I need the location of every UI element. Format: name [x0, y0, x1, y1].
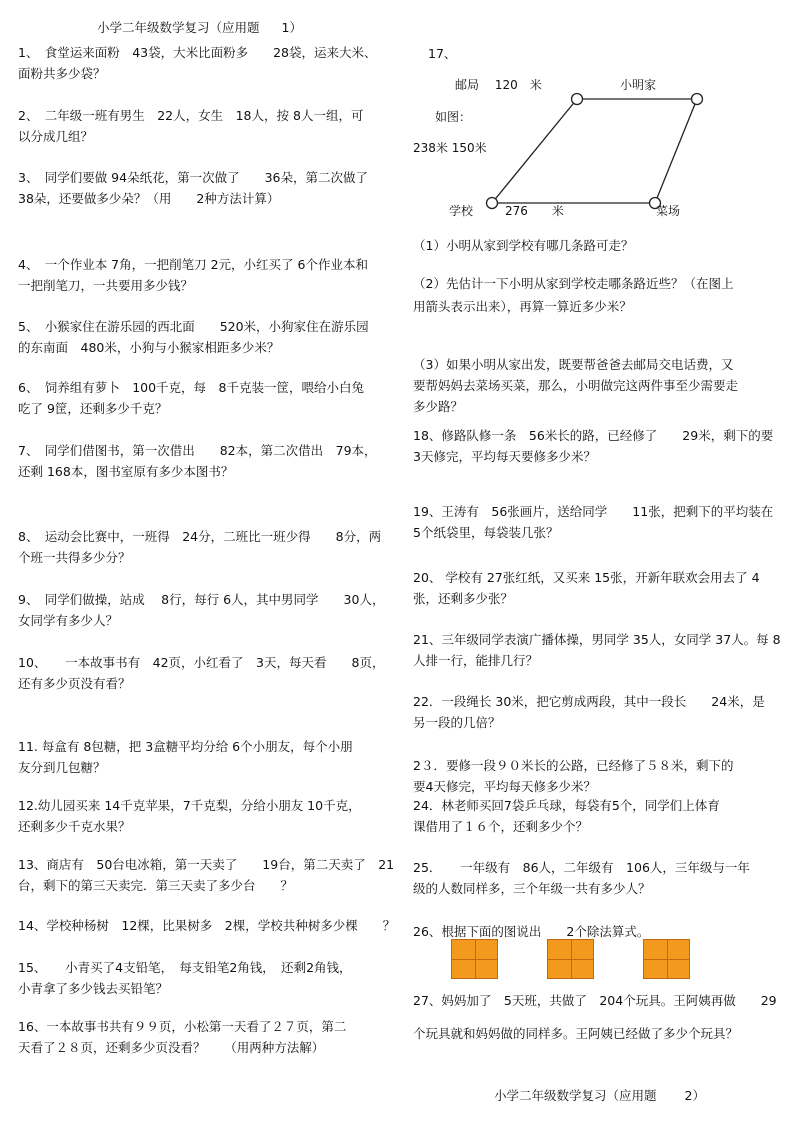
question-line: 3、 同学们要做 94朵纸花，第一次做了 36朵，第二次做了 [18, 170, 368, 185]
question-line: 还有多少页没有看？ [18, 676, 131, 691]
question-line: 多少路？ [413, 399, 464, 414]
question-line: 9、 同学们做操，站成 8行，每行 6人，其中男同学 30人， [18, 592, 385, 607]
question-line: 的东南面 480米，小狗与小猴家相距多少米？ [18, 340, 280, 355]
question-line: 2、 二年级一班有男生 22人，女生 18人，按 8人一组，可 [18, 108, 364, 123]
page-title-text: 小学二年级数学复习（应用题 [97, 20, 260, 35]
question-line: 26、根据下面的图说出 2个除法算式。 [413, 924, 650, 939]
q17-number: 17、 [428, 46, 457, 61]
question-line: （3）如果小明从家出发，既要帮爸爸去邮局交电话费，又 [413, 357, 734, 372]
route-post-office-school [492, 99, 577, 203]
question-line: 16、一本故事书共有９９页，小松第一天看了２７页，第二 [18, 1019, 347, 1034]
as-shown-label: 如图： [435, 110, 472, 124]
question-line: 女同学有多少人？ [18, 613, 119, 628]
post-office-node [572, 94, 583, 105]
question-line: 24．林老师买回7袋乒乓球，每袋有5个，同学们上体育 [413, 798, 720, 813]
home-label: 小明家 [620, 78, 657, 92]
question-line: 另一段的几倍？ [413, 715, 501, 730]
question-line: （2）先估计一下小明从家到学校走哪条路近些？（在图上 [413, 276, 734, 291]
school-node [487, 198, 498, 209]
question-line: 6、 饲养组有萝卜 100千克，每 8千克装一筐，喂给小白兔 [18, 380, 365, 395]
question-line: 25． 一年级有 86人，二年级有 106人，三年级与一年 [413, 860, 750, 875]
candy-box-3 [643, 939, 690, 979]
question-line: 1、 食堂运来面粉 43袋，大米比面粉多 28袋，运来大米、 [18, 45, 377, 60]
question-line: 18、修路队修一条 56米长的路，已经修了 29米，剩下的要 [413, 428, 774, 443]
question-line: 友分到几包糖？ [18, 760, 106, 775]
route-home-market [655, 99, 697, 203]
question-line: 13、商店有 50台电冰箱，第一天卖了 19台，第二天卖了 21 [18, 857, 395, 872]
question-line: 个班一共得多少分？ [18, 550, 131, 565]
left-sides-label: 238米 150米 [413, 141, 487, 155]
question-line: 面粉共多少袋？ [18, 66, 106, 81]
question-line: 台，剩下的第三天卖完．第三天卖了多少台 ？ [18, 878, 294, 893]
question-line: 5、 小猴家住在游乐园的西北面 520米，小狗家住在游乐园 [18, 319, 369, 334]
home-node [692, 94, 703, 105]
question-line: 天看了２８页，还剩多少页没看？ （用两种方法解） [18, 1040, 325, 1055]
page-title-part: 1） [281, 20, 302, 35]
footer-title-text: 小学二年级数学复习（应用题 [494, 1088, 657, 1103]
post-office-label: 邮局 120 米 [455, 78, 542, 92]
question-line: 21、三年级同学表演广播体操，男同学 35人，女同学 37人。每 8 [413, 632, 781, 647]
question-line: 10、 一本故事书有 42页，小红看了 3天，每天看 8页， [18, 655, 385, 670]
question-line: 11. 每盒有 8包糖，把 3盒糖平均分给 6个小朋友，每个小朋 [18, 739, 353, 754]
question-line: 22．一段绳长 30米，把它剪成两段，其中一段长 24米，是 [413, 694, 765, 709]
question-line: 张，还剩多少张？ [413, 591, 514, 606]
question-line: 要4天修完，平均每天修多少米？ [413, 779, 596, 794]
question-line: 27、妈妈加了 5天班，共做了 204个玩具。王阿姨再做 29 [413, 993, 777, 1008]
question-line: 小青拿了多少钱去买铅笔？ [18, 981, 169, 996]
question-line: 人排一行，能排几行？ [413, 653, 539, 668]
question-line: 38朵，还要做多少朵？（用 2种方法计算） [18, 191, 280, 206]
question-line: 4、 一个作业本 7角，一把削笔刀 2元，小红买了 6个作业本和 [18, 257, 368, 272]
bottom-distance-label: 276 米 [505, 204, 564, 218]
question-line: 要帮妈妈去菜场买菜，那么，小明做完这两件事至少需要走 [413, 378, 739, 393]
question-line: 吃了 9筐，还剩多少千克？ [18, 401, 168, 416]
candy-box-2 [547, 939, 594, 979]
market-label: 菜场 [656, 204, 681, 218]
question-line: 还剩多少千克水果？ [18, 819, 131, 834]
school-label: 学校 [449, 204, 474, 218]
question-line: 个玩具就和妈妈做的同样多。王阿姨已经做了多少个玩具？ [413, 1026, 739, 1041]
question-line: 2３．要修一段９０米长的公路，已经修了５８米，剩下的 [413, 758, 734, 773]
question-line: 12.幼儿园买来 14千克苹果，7千克梨，分给小朋友 10千克， [18, 798, 361, 813]
question-line: 一把削笔刀，一共要用多少钱？ [18, 278, 194, 293]
question-line: 19、王涛有 56张画片，送给同学 11张，把剩下的平均装在 [413, 504, 774, 519]
question-line: 15、 小青买了4支铅笔， 每支铅笔2角钱， 还剩2角钱， [18, 960, 352, 975]
question-line: 5个纸袋里，每袋装几张？ [413, 525, 559, 540]
question-line: 7、 同学们借图书，第一次借出 82本，第二次借出 79本， [18, 443, 377, 458]
question-line: 课借用了１６个，还剩多少个？ [413, 819, 589, 834]
question-line: 以分成几组？ [18, 129, 94, 144]
question-line: 20、 学校有 27张红纸，又买来 15张，开新年联欢会用去了 4 [413, 570, 760, 585]
question-line: 用箭头表示出来），再算一算近多少米？ [413, 299, 632, 314]
question-line: 还剩 168本，图书室原有多少本图书？ [18, 464, 234, 479]
page-footer-title [494, 1090, 705, 1103]
question-line: （1）小明从家到学校有哪几条路可走？ [413, 238, 634, 253]
question-line: 3天修完，平均每天要修多少米？ [413, 449, 596, 464]
question-line: 14、学校种杨树 12棵，比果树多 2棵，学校共种树多少棵 ？ [18, 918, 396, 933]
footer-title-part: 2） [684, 1088, 705, 1103]
q17-route-diagram [0, 0, 800, 240]
candy-box-1 [451, 939, 498, 979]
question-line: 8、 运动会比赛中，一班得 24分，二班比一班少得 8分，两 [18, 529, 382, 544]
question-line: 级的人数同样多，三个年级一共有多少人？ [413, 881, 651, 896]
